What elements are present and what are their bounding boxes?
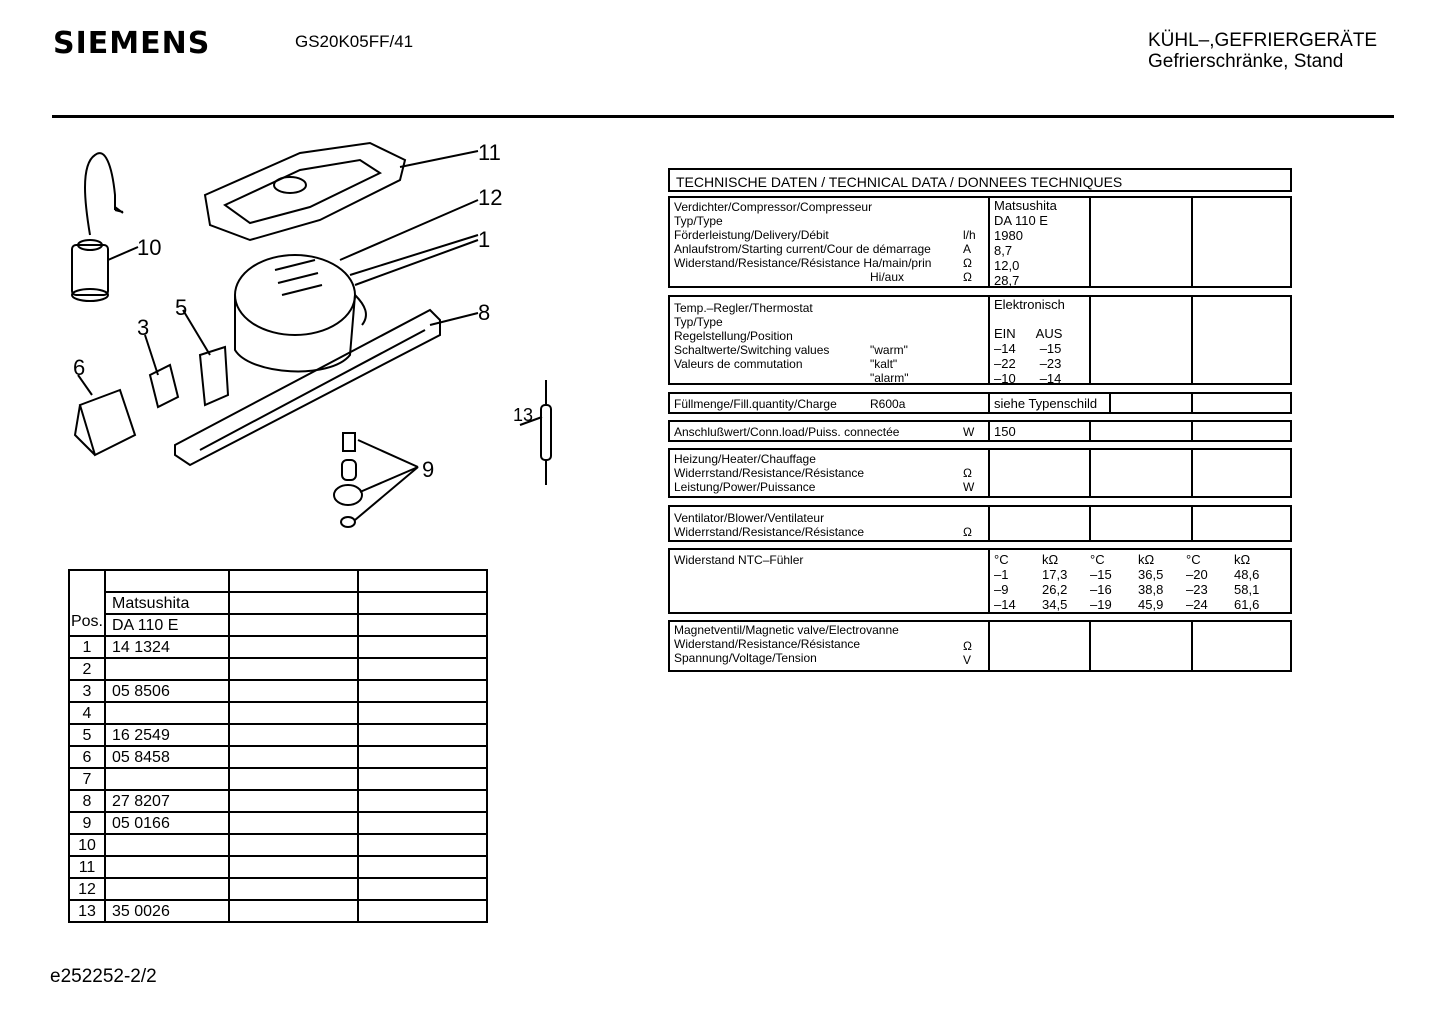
label-line: Temp.–Regler/Thermostat [674,301,813,315]
callout-8: 8 [478,300,491,325]
brand-logo: SIEMENS [53,26,211,61]
table-cell [229,570,358,592]
fill-value: siehe Typenschild [990,394,1111,412]
table-row [69,592,487,614]
table-cell [229,900,358,922]
ntc-value: 38,8 [1138,582,1164,597]
table-cell [358,790,487,812]
table-row [69,724,487,746]
empty-cell [1091,422,1193,440]
part-number-cell: 16 2549 [105,724,229,746]
pos-cell: 1 [69,636,105,658]
part-number-cell [105,878,229,900]
exploded-parts-diagram [50,135,610,545]
pos-cell: 10 [69,834,105,856]
empty-cell [1193,297,1290,383]
pos-cell: 2 [69,658,105,680]
part-number-cell: 14 1324 [105,636,229,658]
ntc-value: 34,5 [1042,597,1068,612]
heater-block [668,448,1292,498]
ein-label: EIN [994,326,1016,341]
label-line: Widerstand/Resistance/Résistance Ha/main/prin [674,256,932,270]
pos-cell: 6 [69,746,105,768]
table-cell [358,658,487,680]
ntc-header: °C [1090,552,1105,567]
table-row [69,636,487,658]
category-subtitle: Gefrierschränke, Stand [1148,51,1344,72]
ntc-values [990,550,1290,612]
empty-cell [990,622,1091,670]
table-cell [358,768,487,790]
label-line: Widerstand/Resistance/Résistance [674,637,861,651]
part-number-cell [105,768,229,790]
table-cell [358,900,487,922]
table-cell [358,812,487,834]
pos-cell: 5 [69,724,105,746]
table-row [69,878,487,900]
callout-13: 13 [513,405,534,425]
table-cell [229,768,358,790]
value-line: –14 [994,341,1016,356]
compressor-type-cell: DA 110 E [105,614,229,636]
label-line: Hi/aux [870,270,905,284]
empty-cell [1193,422,1290,440]
label-line: Widerrstand/Resistance/Résistance [674,525,865,539]
conn-label [670,422,990,440]
value-line: DA 110 E [994,213,1048,228]
table-cell [358,878,487,900]
ntc-value: –19 [1090,597,1112,612]
conn-value: 150 [990,422,1091,440]
part-9-grommets [334,433,418,527]
part-number-cell: 35 0026 [105,900,229,922]
callout-6: 6 [73,355,86,380]
ntc-value: 17,3 [1042,567,1068,582]
unit-label: Ω [963,525,972,539]
empty-cell [1091,450,1193,496]
value-line: 1980 [994,228,1023,243]
mode-label: "kalt" [870,357,898,371]
table-cell [358,856,487,878]
label-line: Valeurs de commutation [674,357,803,371]
part-number-cell [105,834,229,856]
parts-table [68,569,488,923]
table-cell [229,790,358,812]
label-line: Anschlußwert/Conn.load/Puiss. connectée [674,425,900,439]
fill-quantity-block [668,392,1292,414]
ntc-value: 48,6 [1234,567,1260,582]
table-cell [229,856,358,878]
ntc-value: –15 [1090,567,1112,582]
label-line: Magnetventil/Magnetic valve/Electrovanne [674,623,899,637]
empty-cell [1111,394,1193,412]
ntc-value: 61,6 [1234,597,1260,612]
ntc-value: –9 [994,582,1009,597]
callout-5: 5 [175,295,188,320]
compressor-values [990,198,1091,286]
callout-1: 1 [478,227,491,252]
label-line: Verdichter/Compressor/Compresseur [674,200,873,214]
table-row [69,834,487,856]
table-cell [358,636,487,658]
table-row [69,768,487,790]
value-line: –10 [994,371,1016,386]
table-cell [358,680,487,702]
part-8-baseplate [175,310,478,465]
part-13-drier [520,380,551,485]
thermostat-block [668,295,1292,385]
pos-cell: 4 [69,702,105,724]
table-cell [229,614,358,636]
part-number-cell: 05 0166 [105,812,229,834]
part-number-cell: 05 8458 [105,746,229,768]
value-line: –15 [1039,341,1062,356]
ntc-header: °C [1186,552,1201,567]
unit-label: l/h [963,228,976,242]
valve-labels [670,622,990,670]
ntc-value: –14 [994,597,1016,612]
table-cell [358,614,487,636]
ntc-block [668,548,1292,614]
part-11-cover [205,143,478,240]
part-number-cell [105,658,229,680]
label-line: Leistung/Power/Puissance [674,480,816,494]
value-line: –22 [994,356,1016,371]
ntc-header: kΩ [1138,552,1155,567]
part-6-cover [75,375,135,455]
label-line: Heizung/Heater/Chauffage [674,452,816,466]
label-line: Typ/Type [674,214,723,228]
unit-label: W [963,480,975,494]
connected-load-block [668,420,1292,442]
label-line: Typ/Type [674,315,723,329]
document-id: e252252-2/2 [50,966,157,987]
empty-cell [1091,198,1193,286]
ntc-header: kΩ [1234,552,1251,567]
callout-12: 12 [478,185,503,210]
value-line: Elektronisch [994,297,1065,312]
pos-cell: 8 [69,790,105,812]
table-cell [229,680,358,702]
fill-label [670,394,990,412]
unit-label: Ω [963,466,972,480]
label-line: Förderleistung/Delivery/Débit [674,228,829,242]
ntc-value: 26,2 [1042,582,1068,597]
pos-cell: 3 [69,680,105,702]
unit-label: A [963,242,972,256]
category-title: KÜHL–,GEFRIERGERÄTE [1148,30,1378,51]
compressor-block [668,196,1292,288]
ntc-value: 36,5 [1138,567,1164,582]
table-cell [229,878,358,900]
table-row [69,614,487,636]
thermostat-values [990,297,1091,386]
blower-block [668,505,1292,542]
table-row [69,702,487,724]
pos-cell: 11 [69,856,105,878]
table-cell [229,658,358,680]
label-line: Füllmenge/Fill.quantity/Charge [674,397,837,411]
value-line: –14 [1039,371,1062,386]
table-row [69,746,487,768]
label-line: Widerrstand/Resistance/Résistance [674,466,865,480]
pos-cell: 9 [69,812,105,834]
unit-label: V [963,653,972,667]
callout-10: 10 [137,235,162,260]
thermostat-labels [670,297,990,383]
unit-label: W [963,425,975,439]
table-cell [358,746,487,768]
table-cell [358,570,487,592]
label-line: Spannung/Voltage/Tension [674,651,817,665]
table-row [69,900,487,922]
valve-block [668,620,1292,672]
ntc-value: –24 [1186,597,1208,612]
aus-label: AUS [1035,326,1063,341]
table-cell [229,746,358,768]
table-row [69,658,487,680]
table-cell [358,724,487,746]
pos-cell: 13 [69,900,105,922]
tech-data-title: TECHNISCHE DATEN / TECHNICAL DATA / DONNEES TECHNIQUES [668,168,1292,192]
compressor-labels [670,198,990,286]
table-cell [229,592,358,614]
table-cell [229,834,358,856]
table-cell [105,570,229,592]
unit-label: Ω [963,270,972,284]
part-10-capacitor [72,153,138,301]
blower-labels [670,507,990,540]
model-number: GS20K05FF/41 [295,32,414,51]
callout-3: 3 [137,315,150,340]
heater-labels [670,450,990,496]
empty-cell [1193,198,1290,286]
empty-cell [990,507,1091,540]
manufacturer-cell: Matsushita [105,592,229,614]
table-row [69,856,487,878]
part-5-relay [183,310,228,405]
ntc-header: kΩ [1042,552,1059,567]
unit-label: Ω [963,256,972,270]
value-line: –23 [1039,356,1062,371]
ntc-value: 58,1 [1234,582,1260,597]
empty-cell [1091,297,1193,383]
empty-cell [1193,450,1290,496]
empty-cell [1193,507,1290,540]
part-number-cell [105,702,229,724]
value-line: Matsushita [994,198,1057,213]
ntc-grid [990,552,1290,612]
refrigerant-label: R600a [870,397,906,411]
table-row [69,680,487,702]
part-3-protector [145,335,178,407]
table-cell [229,702,358,724]
mode-label: "alarm" [870,371,909,385]
ntc-value: –20 [1186,567,1208,582]
empty-cell [1193,622,1290,670]
ntc-value: –1 [994,567,1009,582]
part-number-cell [105,856,229,878]
table-cell [229,724,358,746]
empty-cell [1091,507,1193,540]
empty-cell [1091,622,1193,670]
label-line: Regelstellung/Position [674,329,793,343]
table-cell [358,702,487,724]
unit-label: Ω [963,639,972,653]
ntc-value: 45,9 [1138,597,1164,612]
header-rule [52,115,1394,118]
table-cell [358,834,487,856]
label-line: Schaltwerte/Switching values [674,343,830,357]
pos-cell: 7 [69,768,105,790]
value-line: 8,7 [994,243,1013,258]
label-line: Anlaufstrom/Starting current/Cour de démarrage [674,242,931,256]
empty-cell [990,450,1091,496]
ntc-value: –16 [1090,582,1112,597]
callout-11: 11 [478,140,501,165]
callout-9: 9 [422,457,435,482]
pos-cell: 12 [69,878,105,900]
pos-header: Pos. [69,570,105,636]
part-1-compressor [235,200,478,371]
table-cell [229,636,358,658]
value-line: 28,7 [994,273,1020,288]
empty-cell [1193,394,1290,412]
mode-label: "warm" [870,343,908,357]
ntc-header: °C [994,552,1009,567]
table-row [69,812,487,834]
ntc-value: –23 [1186,582,1208,597]
value-line: 12,0 [994,258,1020,273]
part-number-cell: 27 8207 [105,790,229,812]
label-line: Ventilator/Blower/Ventilateur [674,511,825,525]
table-cell [358,592,487,614]
table-row [69,790,487,812]
table-row [69,570,487,592]
ntc-label: Widerstand NTC–Fühler [670,550,990,612]
table-cell [229,812,358,834]
part-number-cell: 05 8506 [105,680,229,702]
